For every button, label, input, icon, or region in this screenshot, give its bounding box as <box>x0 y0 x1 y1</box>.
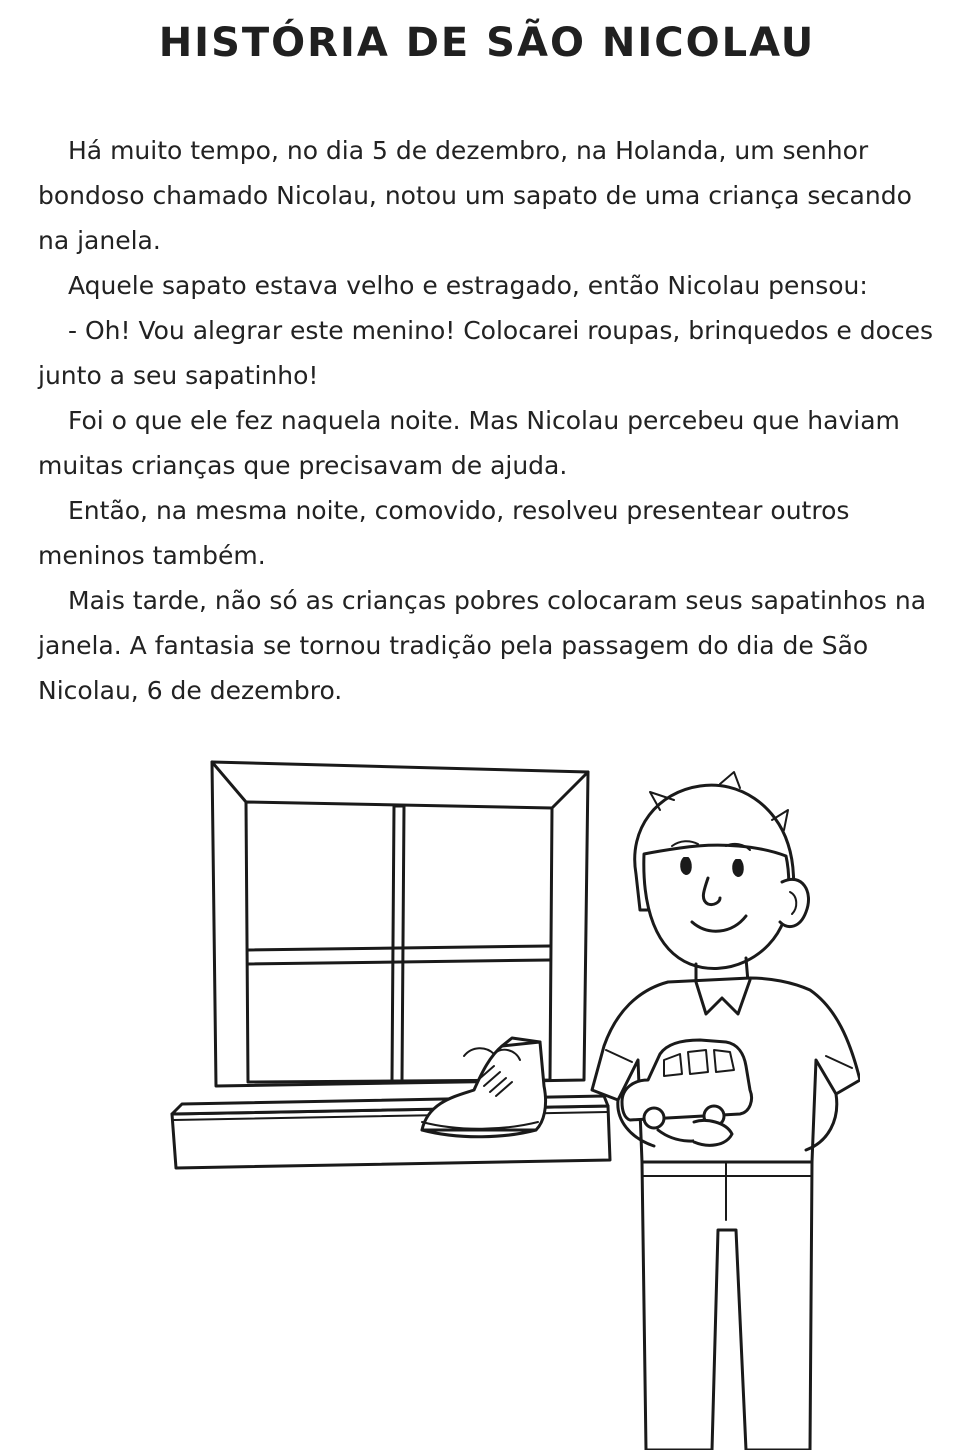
page-title: HISTÓRIA DE SÃO NICOLAU <box>158 20 816 66</box>
coloring-illustration <box>160 750 860 1450</box>
story-paragraph: Foi o que ele fez naquela noite. Mas Nicolau percebeu que haviam muitas crianças que precisavam de ajuda. <box>38 406 900 480</box>
story-paragraph: Há muito tempo, no dia 5 de dezembro, na Holanda, um senhor bondoso chamado Nicolau, notou um sapato de uma criança secando na janela. <box>38 136 912 255</box>
story-paragraph: Então, na mesma noite, comovido, resolveu presentear outros meninos também. <box>38 496 850 570</box>
story-paragraph: Mais tarde, não só as crianças pobres colocaram seus sapatinhos na janela. A fantasia se tornou tradição pela passagem do dia de São Nicolau, 6 de dezembro. <box>38 586 927 705</box>
story-paragraph: Aquele sapato estava velho e estragado, então Nicolau pensou: <box>68 271 868 300</box>
story-paragraph: - Oh! Vou alegrar este menino! Colocarei roupas, brinquedos e doces junto a seu sapatinho! <box>38 316 934 390</box>
story-text <box>38 128 950 713</box>
